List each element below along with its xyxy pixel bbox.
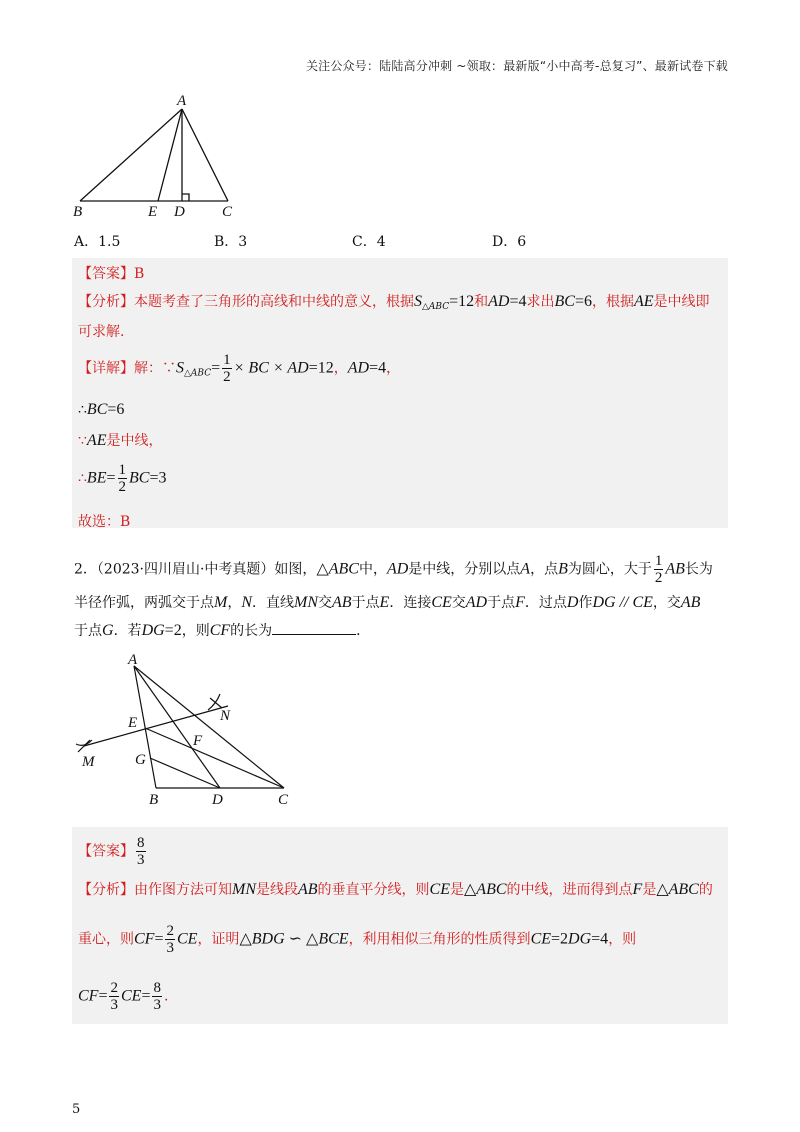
choice-a: A．1.5 — [74, 234, 121, 250]
choice-d: D．6 — [492, 234, 527, 250]
label-B: B — [73, 204, 83, 220]
solution-box-1 — [72, 258, 728, 528]
page-number: 5 — [72, 1102, 81, 1117]
label-M: M — [82, 754, 95, 770]
label-E: E — [128, 715, 138, 731]
detail-line-3: ∵AE是中线， — [78, 432, 163, 449]
choice-b: B．3 — [214, 234, 248, 250]
analysis-line-2: 可求解. — [78, 324, 125, 340]
label-N: N — [220, 708, 231, 724]
analysis2-line-3: CF= $\frac{2}{3}$ CE= $\frac{8}{3}$ . — [78, 980, 169, 1013]
label-C: C — [222, 204, 233, 220]
analysis2-line-1: 【分析】由作图方法可知MN是线段AB的垂直平分线，则CE是△ABC的中线，进而得到点F是△ABC的 — [78, 881, 713, 898]
analysis-line-1: 【分析】本题考查了三角形的高线和中线的意义，根据$S_{\triangle ABC}=12$和AD=4求出BC=6，根据AE是中线即 — [78, 293, 710, 312]
label-E: E — [148, 204, 158, 220]
page-header: 关注公众号：陆陆高分冲刺 ~领取：最新版“小中高考-总复习”、最新试卷下载 — [305, 59, 728, 73]
label-D: D — [212, 792, 223, 808]
question-2-line-3: 于点G．若DG=2，则CF的长为 ． — [74, 622, 371, 639]
label-D: D — [174, 204, 185, 220]
detail-line-2: ∴BC=6 — [78, 401, 125, 418]
fraction: $\frac{1}{2}$ — [223, 352, 231, 385]
label-A: A — [177, 93, 187, 109]
question-2-line-2: 半径作弧，两弧交于点M，N．直线MN交AB于点E．连接CE交AD于点F．过点D作DG // CE，交AB — [74, 594, 701, 611]
detail-line-4: ∴BE= $\frac{1}{2}$ BC=3 — [78, 462, 167, 495]
triangle-figure-1 — [70, 92, 240, 222]
detail-line-5: 故选：B — [78, 514, 131, 530]
label-B: B — [149, 792, 159, 808]
label-A: A — [128, 652, 138, 668]
label-F: F — [193, 733, 203, 749]
label-G: G — [135, 752, 146, 768]
label-C: C — [278, 792, 289, 808]
question-2-line-1: 2．（2023·四川眉山·中考真题）如图，△ABC中，AD是中线，分别以点A，点B为圆心，大于 $\frac{1}{2}$ AB长为 — [74, 553, 713, 586]
detail-line-1: 【详解】解：$\because S_{\triangle ABC}=$ $\frac{1}{2}$ × BC × AD=12，AD=4， — [78, 352, 401, 385]
choice-c: C．4 — [352, 234, 386, 250]
triangle-figure-2 — [70, 648, 310, 813]
answer-blank — [272, 620, 356, 635]
answer-line: 【答案】B — [78, 266, 145, 282]
analysis2-line-2: 重心，则CF= $\frac{2}{3}$ CE，证明△BDG ∽ △BCE，利用相似三角形的性质得到CE=2DG=4，则 — [78, 923, 637, 956]
choice-list — [74, 231, 734, 251]
answer-line-2: 【答案】 $\frac{8}{3}$ — [78, 835, 145, 868]
solution-box-2 — [72, 827, 728, 1024]
